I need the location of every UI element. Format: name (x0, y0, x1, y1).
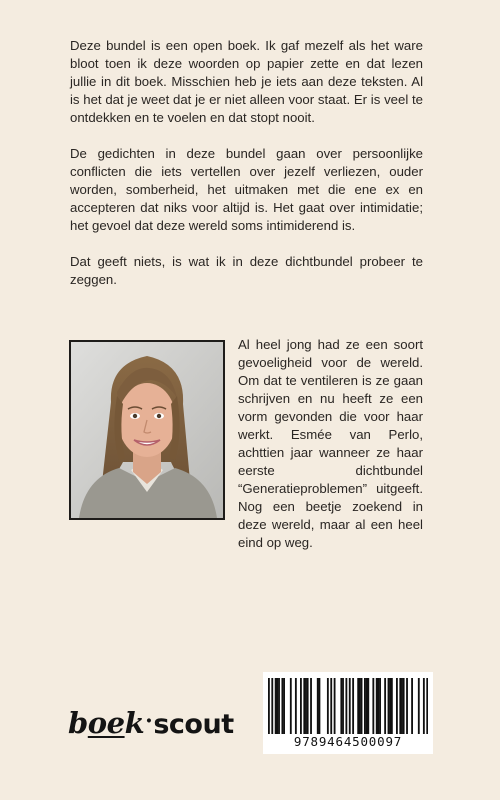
barcode-bar (399, 678, 401, 734)
publisher-logo (68, 706, 234, 740)
barcode-bar (389, 678, 391, 734)
logo-dot: · (145, 708, 153, 734)
barcode-bar (300, 678, 302, 734)
blurb-paragraph-3: Dat geeft niets, is wat ik in deze dichtbundel probeer te zeggen. (70, 254, 423, 287)
barcode-bar (310, 678, 312, 734)
barcode-bar (283, 678, 285, 734)
barcode-bar (305, 678, 307, 734)
barcode-bar (349, 678, 351, 734)
barcode-bar (406, 678, 408, 734)
barcode-bar (271, 678, 273, 734)
barcode-bar (278, 678, 280, 734)
author-portrait-image (71, 342, 223, 518)
barcode-bar (295, 678, 297, 734)
barcode-bar (391, 678, 393, 734)
logo-text-scout: scout (153, 709, 234, 740)
barcode-bars (268, 678, 428, 734)
barcode-bar (268, 678, 270, 734)
isbn-barcode (263, 672, 433, 754)
barcode-bar (352, 678, 354, 734)
barcode-bar (303, 678, 305, 734)
barcode-bar (357, 678, 359, 734)
logo-text-b: b (68, 706, 88, 740)
barcode-bar (376, 678, 378, 734)
barcode-bar (411, 678, 413, 734)
back-cover-blurb (70, 37, 423, 307)
barcode-bar (403, 678, 405, 734)
barcode-bar (281, 678, 283, 734)
barcode-bar (275, 678, 277, 734)
author-photo (69, 340, 225, 520)
blurb-paragraph-1: Deze bundel is een open boek. Ik gaf mezelf als het ware bloot toen ik deze woorden op papier zette en dat lezen jullie in dit boek. Misschien heb je iets aan deze teksten. Al is het dat je weet dat je er niet alleen voor staat. Er is veel te ontdekken en te voelen en dat stopt nooit. (70, 38, 423, 125)
barcode-bar (423, 678, 425, 734)
barcode-bar (379, 678, 381, 734)
barcode-bar (330, 678, 332, 734)
barcode-bar (418, 678, 420, 734)
barcode-bar (366, 678, 368, 734)
barcode-bar (364, 678, 366, 734)
barcode-bar (307, 678, 309, 734)
barcode-bar (327, 678, 329, 734)
barcode-bar (372, 678, 374, 734)
barcode-bar (340, 678, 342, 734)
barcode-bar (345, 678, 347, 734)
blurb-paragraph-2: De gedichten in deze bundel gaan over persoonlijke conflicten die iets vertellen over jezelf verliezen, ouder worden, somberheid, het uitmaken met die ene ex en accepteren dat niks voor altijd is. Het gaat over intimidatie; het gevoel dat deze wereld soms intimiderend is. (70, 146, 423, 233)
barcode-bar (359, 678, 361, 734)
barcode-bar (334, 678, 336, 734)
barcode-bar (401, 678, 403, 734)
logo-text-oe: oe (87, 706, 125, 740)
barcode-bar (377, 678, 379, 734)
barcode-bar (388, 678, 390, 734)
barcode-bar (290, 678, 292, 734)
logo-text-k: k (124, 706, 145, 740)
barcode-bar (276, 678, 278, 734)
barcode-bar (396, 678, 398, 734)
barcode-bar (384, 678, 386, 734)
barcode-bar (319, 678, 321, 734)
isbn-number: 9789464500097 (293, 734, 403, 749)
barcode-bar (367, 678, 369, 734)
barcode-bar (426, 678, 428, 734)
barcode-bar (342, 678, 344, 734)
author-bio: Al heel jong had ze een soort gevoeligheid voor de wereld. Om dat te ventileren is ze gaan schrijven en nu heeft ze een vorm gevonden die voor haar werkt. Esmée van Perlo, achttien jaar wanneer ze haar eerste dichtbundel “Generatieproblemen” uitgeeft. Nog een beetje zoekend in deze wereld, maar al een heel eind op weg. (238, 337, 423, 550)
barcode-bar (317, 678, 319, 734)
barcode-bar (361, 678, 363, 734)
